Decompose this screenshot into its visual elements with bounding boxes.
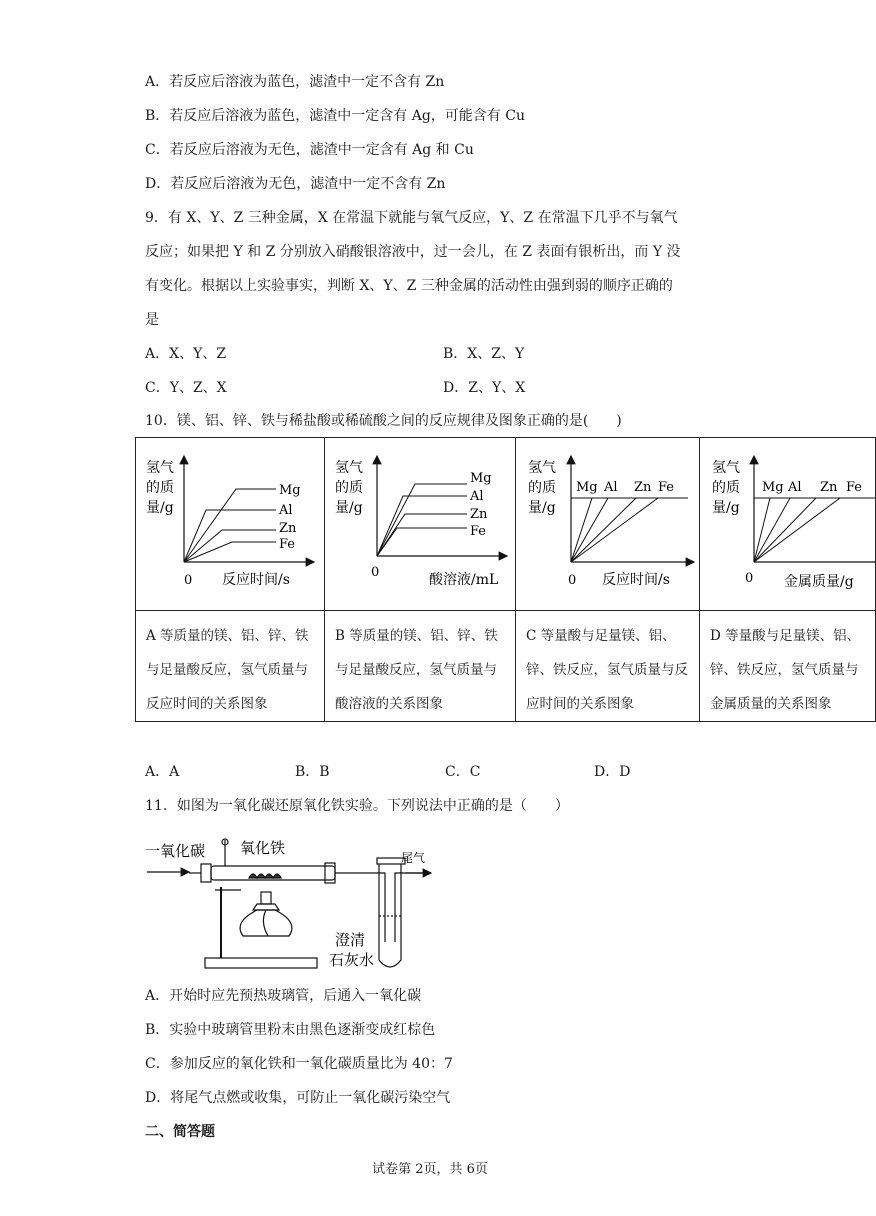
q8-option-d: D．若反应后溶液为无色，滤渣中一定不含有 Zn <box>145 176 446 192</box>
graph-c-label-mg: Mg <box>576 480 598 495</box>
q10-option-c: C．C <box>445 764 481 780</box>
graph-b-label-mg: Mg <box>470 471 492 486</box>
graph-b-label-zn: Zn <box>470 507 488 522</box>
graph-d-origin: 0 <box>745 571 754 586</box>
q9-stem-line-1: 9．有 X、Y、Z 三种金属，X 在常温下就能与氧气反应，Y、Z 在常温下几乎不与氧气 <box>145 210 678 226</box>
q9-option-d: D．Z、Y、X <box>443 380 526 396</box>
co-reduction-apparatus <box>145 832 445 978</box>
graph-d-ylabel-1: 氢气 <box>712 460 740 476</box>
graph-c-ylabel-1: 氢气 <box>528 460 556 476</box>
graph-a-label-al: Al <box>279 503 293 518</box>
section-heading: 二、简答题 <box>145 1124 215 1140</box>
graph-d-label-al: Al <box>788 480 802 495</box>
graph-b-cell <box>325 438 516 611</box>
graph-a-cell <box>136 438 325 611</box>
q11-option-a: A．开始时应先预热玻璃管，后通入一氧化碳 <box>145 988 422 1004</box>
graph-c-label-al: Al <box>604 480 618 495</box>
q9-option-a: A．X、Y、Z <box>145 346 227 362</box>
graph-d-ylabel-3: 量/g <box>712 500 740 516</box>
graph-c-label-fe: Fe <box>658 480 675 495</box>
q11-option-c: C．参加反应的氧化铁和一氧化碳质量比为 40：7 <box>145 1056 453 1072</box>
page-footer: 试卷第 2页，共 6页 <box>372 1162 488 1177</box>
graph-d-label-mg: Mg <box>762 480 784 495</box>
graph-c-label-zn: Zn <box>634 480 652 495</box>
q9-stem-line-4: 是 <box>145 312 159 328</box>
q11-option-b: B．实验中玻璃管里粉末由黑色逐渐变成红棕色 <box>145 1022 436 1038</box>
q10-graph-table <box>135 437 876 722</box>
graph-d-caption: D 等量酸与足量镁、铝、锌、铁反应，氢气质量与金属质量的关系图象 <box>700 611 876 722</box>
graph-d <box>700 438 876 606</box>
graph-a-label-fe: Fe <box>279 537 296 552</box>
q10-option-d: D．D <box>594 764 631 780</box>
q11-option-d: D．将尾气点燃或收集，可防止一氧化碳污染空气 <box>145 1090 451 1106</box>
q9-stem-line-2: 反应；如果把 Y 和 Z 分别放入硝酸银溶液中，过一会儿，在 Z 表面有银析出，而 Y 没 <box>145 244 681 260</box>
graph-b-caption: B 等质量的镁、铝、锌、铁与足量酸反应，氢气质量与酸溶液的关系图象 <box>325 611 516 722</box>
graph-d-label-fe: Fe <box>846 480 863 495</box>
q8-option-c: C．若反应后溶液为无色，滤渣中一定含有 Ag 和 Cu <box>145 142 474 158</box>
graph-b-ylabel-2: 的质 <box>335 480 363 496</box>
graph-c <box>516 438 700 606</box>
graph-b-origin: 0 <box>371 565 380 580</box>
graph-c-caption: C 等量酸与足量镁、铝、锌、铁反应，氢气质量与反应时间的关系图象 <box>516 611 700 722</box>
graph-d-ylabel-2: 的质 <box>712 480 740 496</box>
graph-c-origin: 0 <box>568 573 577 588</box>
graph-b-ylabel-3: 量/g <box>335 500 363 516</box>
graph-a-ylabel-2: 的质 <box>146 480 174 496</box>
graph-c-ylabel-2: 的质 <box>528 480 556 496</box>
apparatus-label-lime-2: 石灰水 <box>329 951 375 969</box>
apparatus-label-lime-1: 澄清 <box>335 931 366 949</box>
apparatus-label-co: 一氧化碳 <box>145 842 206 860</box>
graph-d-label-zn: Zn <box>820 480 838 495</box>
q10-option-a: A．A <box>145 764 180 780</box>
q10-option-b: B．B <box>295 764 330 780</box>
graph-a-label-mg: Mg <box>279 483 301 498</box>
graph-c-ylabel-3: 量/g <box>528 500 556 516</box>
q8-option-a: A．若反应后溶液为蓝色，滤渣中一定不含有 Zn <box>145 74 445 90</box>
graph-a-caption: A 等质量的镁、铝、锌、铁与足量酸反应，氢气质量与反应时间的关系图象 <box>136 611 325 722</box>
graph-b-ylabel-1: 氢气 <box>335 460 363 476</box>
q9-option-b: B．X、Z、Y <box>443 346 525 362</box>
q8-option-b: B．若反应后溶液为蓝色，滤渣中一定含有 Ag，可能含有 Cu <box>145 108 525 124</box>
graph-b-label-fe: Fe <box>470 524 487 539</box>
graph-a-origin: 0 <box>184 573 193 588</box>
graph-c-cell <box>516 438 700 611</box>
apparatus-label-fe2o3: 氧化铁 <box>240 839 286 857</box>
q11-stem: 11．如图为一氧化碳还原氧化铁实验。下列说法中正确的是（ ） <box>145 798 569 814</box>
graph-b-xlabel: 酸溶液/mL <box>429 572 499 588</box>
q10-stem: 10．镁、铝、锌、铁与稀盐酸或稀硫酸之间的反应规律及图象正确的是( ) <box>145 413 622 429</box>
graph-a <box>136 438 325 606</box>
graph-b-label-al: Al <box>470 489 484 504</box>
graph-c-xlabel: 反应时间/s <box>602 572 670 588</box>
graph-d-cell <box>700 438 876 611</box>
q9-stem-line-3: 有变化。根据以上实验事实，判断 X、Y、Z 三种金属的活动性由强到弱的顺序正确的 <box>145 278 673 294</box>
graph-a-label-zn: Zn <box>279 521 297 536</box>
q9-option-c: C．Y、Z、X <box>145 380 227 396</box>
apparatus-label-tail: 尾气 <box>401 851 426 865</box>
graph-d-xlabel: 金属质量/g <box>784 574 854 590</box>
graph-b <box>325 438 516 606</box>
graph-a-ylabel-3: 量/g <box>146 500 174 516</box>
graph-a-xlabel: 反应时间/s <box>222 572 290 588</box>
graph-a-ylabel-1: 氢气 <box>146 460 174 476</box>
